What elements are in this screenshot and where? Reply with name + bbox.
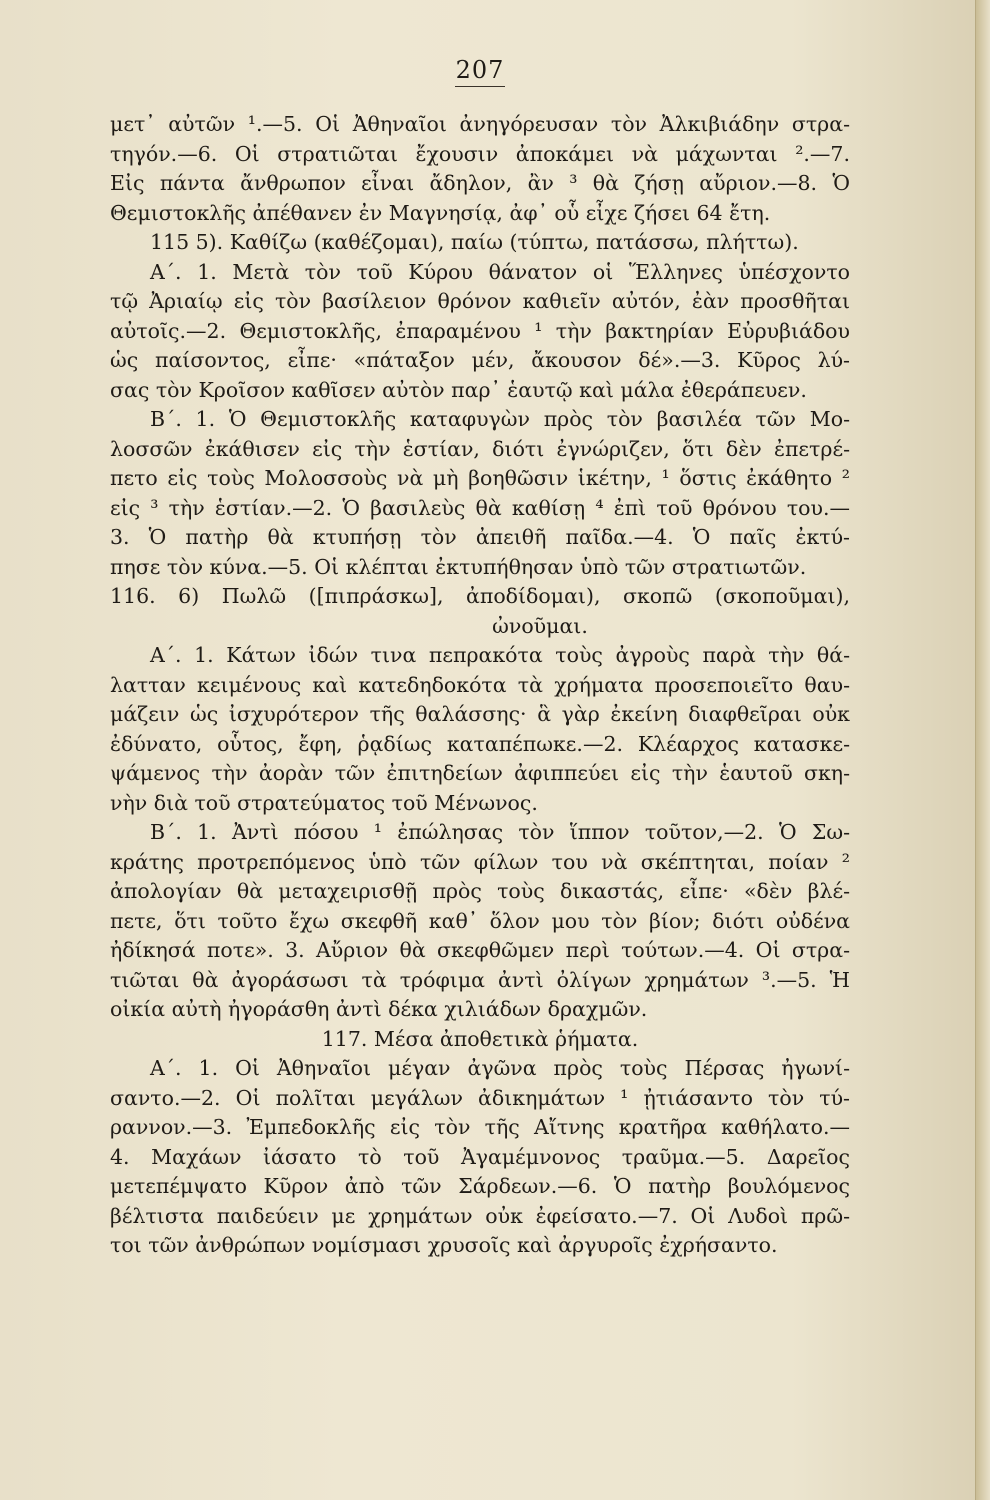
text-line: τοι τῶν ἀνθρώπων νομίσμασι χρυσοῖς καὶ ἀργυροῖς ἐχρήσαντο.	[110, 1233, 778, 1257]
text-line: Θεμιστοκλῆς ἀπέθανεν ἐν Μαγνησίᾳ, ἀφ᾽ οὗ εἶχε ζήσει 64 ἔτη.	[110, 200, 771, 225]
text-line: λοσσῶν ἐκάθισεν εἰς τὴν ἑστίαν, διότι ἐγνώριζεν, ὅτι δὲν ἐπετρέ-	[110, 436, 850, 461]
text-line: 117. Μέσα ἀποθετικὰ ῥήματα.	[321, 1026, 639, 1051]
body-text	[110, 110, 850, 1261]
text-line: πησε τὸν κύνα.—5. Οἱ κλέπται ἐκτυπήθησαν ὑπὸ τῶν στρατιωτῶν.	[110, 554, 807, 579]
page-edge	[975, 0, 990, 1500]
text-line: ἀπολογίαν θὰ μεταχειρισθῇ πρὸς τοὺς δικαστάς, εἶπε· «δὲν βλέ-	[110, 879, 850, 903]
text-line: εἰς ³ τὴν ἑστίαν.—2. Ὁ βασιλεὺς θὰ καθίσῃ ⁴ ἐπὶ τοῦ θρόνου του.—	[110, 495, 850, 520]
text-line: ὠνοῦμαι.	[492, 613, 588, 638]
text-line: πετε, ὅτι τοῦτο ἔχω σκεφθῆ καθ᾽ ὅλον μου τὸν βίον; διότι οὐδένα	[110, 908, 850, 933]
text-line: ψάμενος τὴν ἀορὰν τῶν ἐπιτηδείων ἀφιππεύει εἰς τὴν ἑαυτοῦ σκη-	[110, 761, 850, 785]
text-line: οἰκία αὐτὴ ἠγοράσθη ἀντὶ δέκα χιλιάδων δραχμῶν.	[110, 997, 648, 1021]
text-line: τῷ Ἀριαίῳ εἰς τὸν βασίλειον θρόνον καθιεῖν αὐτόν, ἐὰν προσθῆται	[110, 289, 850, 313]
text-line: λατταν κειμένους καὶ κατεδηδοκότα τὰ χρήματα προσεποιεῖτο θαυ-	[110, 672, 850, 697]
text-line: βέλτιστα παιδεύειν με χρημάτων οὐκ ἐφείσατο.—7. Οἱ Λυδοὶ πρῶ-	[110, 1203, 850, 1228]
text-line: 4. Μαχάων ἰάσατο τὸ τοῦ Ἀγαμέμνονος τραῦμα.—5. Δαρεῖος	[110, 1144, 850, 1169]
page-number-text: 207	[455, 56, 505, 84]
text-line: τιῶται θὰ ἀγοράσωσι τὰ τρόφιμα ἀντὶ ὀλίγων χρημάτων ³.—5. Ἡ	[110, 967, 850, 992]
text-line: Α΄. 1. Κάτων ἰδών τινα πεπρακότα τοὺς ἀγροὺς παρὰ τὴν θά-	[150, 643, 850, 667]
page-number	[0, 56, 960, 87]
text-line: ἠδίκησά ποτε». 3. Αὔριον θὰ σκεφθῶμεν περὶ τούτων.—4. Οἱ στρα-	[110, 938, 850, 962]
page-number-rule	[455, 86, 505, 87]
text-line: πετο εἰς τοὺς Μολοσσοὺς νὰ μὴ βοηθῶσιν ἱκέτην, ¹ ὅστις ἐκάθητο ²	[110, 466, 850, 490]
text-line: 116. 6) Πωλῶ ([πιπράσκω], ἀποδίδομαι), σκοπῶ (σκοποῦμαι),	[110, 584, 850, 608]
text-line: ὡς παίσοντος, εἶπε· «πάταξον μέν, ἄκουσον δέ».—3. Κῦρος λύ-	[110, 348, 850, 372]
text-line: τηγόν.—6. Οἱ στρατιῶται ἔχουσιν ἀποκάμει νὰ μάχωνται ².—7.	[110, 141, 850, 166]
text-line: ραννον.—3. Ἐμπεδοκλῆς εἰς τὸν τῆς Αἴτνης κρατῆρα καθήλατο.—	[110, 1115, 850, 1139]
text-line: Α΄. 1. Οἱ Ἀθηναῖοι μέγαν ἀγῶνα πρὸς τοὺς Πέρσας ἠγωνί-	[150, 1056, 850, 1080]
text-line: Α΄. 1. Μετὰ τὸν τοῦ Κύρου θάνατον οἱ Ἕλληνες ὑπέσχοντο	[150, 259, 850, 284]
text-line: μετεπέμψατο Κῦρον ἀπὸ τῶν Σάρδεων.—6. Ὁ πατὴρ βουλόμενος	[110, 1174, 850, 1198]
text-line: 115 5). Καθίζω (καθέζομαι), παίω (τύπτω, πατάσσω, πλήττω).	[150, 230, 799, 254]
text-line: αὐτοῖς.—2. Θεμιστοκλῆς, ἐπαραμένου ¹ τὴν βακτηρίαν Εὐρυβιάδου	[110, 318, 850, 343]
text-line: Εἰς πάντα ἄνθρωπον εἶναι ἄδηλον, ἂν ³ θὰ ζήσῃ αὔριον.—8. Ὁ	[110, 171, 850, 195]
text-line: κράτης προτρεπόμενος ὑπὸ τῶν φίλων του νὰ σκέπτηται, ποίαν ²	[110, 849, 850, 874]
text-line: μάζειν ὡς ἰσχυρότερον τῆς θαλάσσης· ἃ γὰρ ἐκείνη διαφθεῖραι οὐκ	[110, 702, 850, 726]
text-line: Β΄. 1. Ἀντὶ πόσου ¹ ἐπώλησας τὸν ἵππον τοῦτον,—2. Ὁ Σω-	[150, 820, 850, 844]
text-line: σαντο.—2. Οἱ πολῖται μεγάλων ἀδικημάτων ¹ ᾐτιάσαντο τὸν τύ-	[110, 1085, 850, 1110]
text-line: Β΄. 1. Ὁ Θεμιστοκλῆς καταφυγὼν πρὸς τὸν βασιλέα τῶν Μο-	[150, 407, 850, 431]
text-line: ἐδύνατο, οὗτος, ἔφη, ῥᾳδίως καταπέπωκε.—2. Κλέαρχος κατασκε-	[110, 731, 850, 756]
text-line: 3. Ὁ πατὴρ θὰ κτυπήσῃ τὸν ἀπειθῆ παῖδα.—4. Ὁ παῖς ἐκτύ-	[110, 525, 850, 549]
text-line: μετ᾽ αὐτῶν ¹.—5. Οἱ Ἀθηναῖοι ἀνηγόρευσαν τὸν Ἀλκιβιάδην στρα-	[110, 112, 850, 136]
text-line: νὴν διὰ τοῦ στρατεύματος τοῦ Μένωνος.	[110, 790, 538, 815]
text-line: σας τὸν Κροῖσον καθῖσεν αὐτὸν παρ᾽ ἑαυτῷ καὶ μάλα ἐθεράπευεν.	[110, 377, 807, 402]
